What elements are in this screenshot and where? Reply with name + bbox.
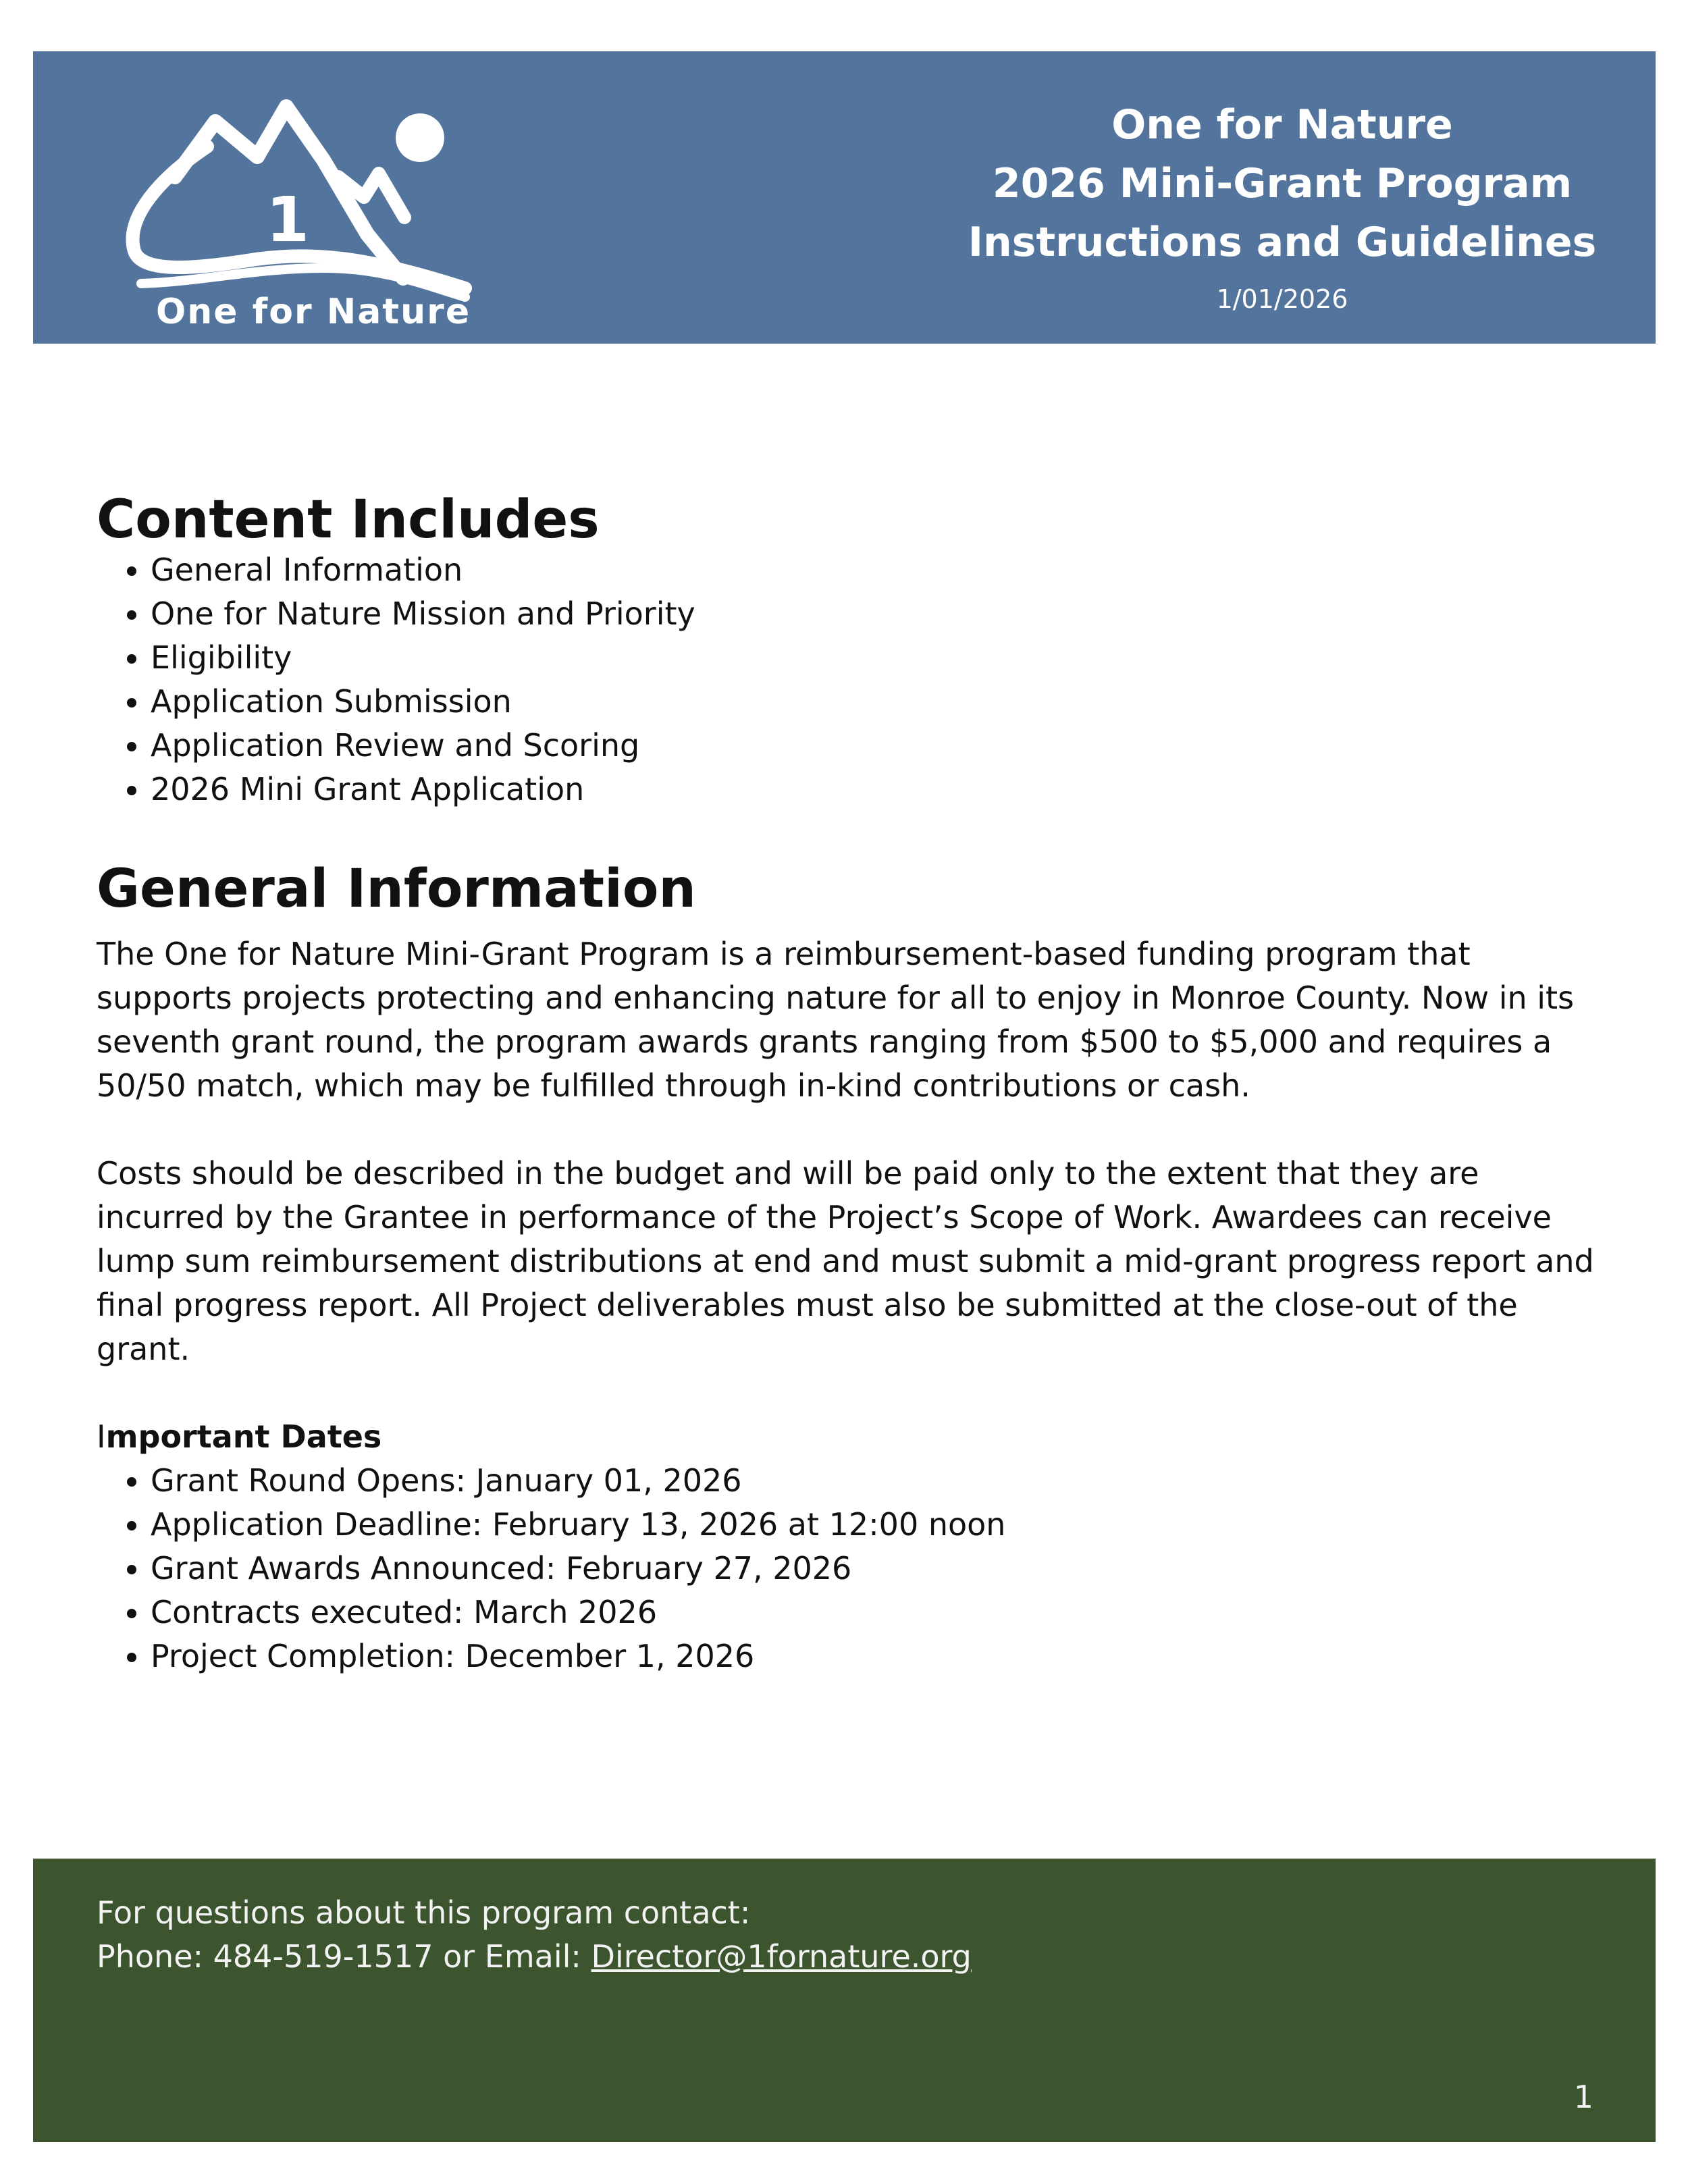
contents-list-item: • Application Submission	[151, 680, 1602, 724]
general-info-paragraph-1: The One for Nature Mini-Grant Program is a reimbursement-based funding program that supports projects protecting and enhancing nature for all to enjoy in Monroe County. Now in its seventh grant round, the program awards grants ranging from $500 to $5,000 and requires a 50/50 match, which may be fulfilled through in-kind contributions or cash.	[97, 936, 1575, 1104]
general-info-paragraph-2: Costs should be described in the budget and will be paid only to the extent that they are incurred by the Grantee in performance of the Project’s Scope of Work. Awardees can receive lump sum reimbursement distributions at end and must submit a mid-grant progress report and final progress report. All Project deliverables must also be submitted at the close-out of the grant.	[97, 1155, 1594, 1367]
header-title-line1: One for Nature	[1111, 101, 1453, 149]
general-info-heading: General Information	[97, 859, 696, 920]
contents-heading: Content Includes	[97, 489, 600, 550]
contents-list-item: • One for Nature Mission and Priority	[151, 592, 1602, 636]
important-dates-heading	[97, 1415, 1602, 1459]
header-titles	[830, 96, 1688, 314]
date-list-item: • Grant Round Opens: January 01, 2026	[151, 1459, 1602, 1503]
date-list-item: • Project Completion: December 1, 2026	[151, 1634, 1602, 1678]
date-list-item: • Application Deadline: February 13, 2026 at 12:00 noon	[151, 1503, 1602, 1547]
logo-text: One for Nature	[156, 292, 471, 332]
contents-list-item: • Eligibility	[151, 636, 1602, 680]
date-list-item: • Contracts executed: March 2026	[151, 1591, 1602, 1634]
contents-list	[97, 548, 1602, 811]
footer-contact	[97, 1891, 972, 1979]
header-title-line2: 2026 Mini-Grant Program	[992, 160, 1573, 207]
logo-number: 1	[266, 184, 310, 256]
important-dates-list	[97, 1459, 1602, 1678]
footer-email-link[interactable]: Director@1fornature.org	[591, 1938, 972, 1975]
header-banner	[33, 51, 1656, 344]
contents-list-item: • 2026 Mini Grant Application	[151, 768, 1602, 811]
footer-phone-email-line	[97, 1935, 972, 1979]
contents-list-item: • Application Review and Scoring	[151, 724, 1602, 768]
footer-phone: Phone: 484-519-1517 or Email:	[97, 1938, 591, 1975]
important-dates-heading-rest: mportant Dates	[105, 1418, 382, 1455]
header-title-line3: Instructions and Guidelines	[968, 219, 1597, 266]
one-for-nature-logo	[101, 82, 506, 339]
important-dates-heading-initial: I	[97, 1418, 106, 1455]
footer-banner	[33, 1859, 1656, 2142]
footer-contact-line: For questions about this program contact:	[97, 1894, 751, 1931]
header-date: 1/01/2026	[1216, 284, 1348, 314]
page-number: 1	[1573, 2079, 1593, 2115]
date-list-item: • Grant Awards Announced: February 27, 2026	[151, 1547, 1602, 1591]
contents-list-item: • General Information	[151, 548, 1602, 592]
main-content	[97, 486, 1602, 1678]
